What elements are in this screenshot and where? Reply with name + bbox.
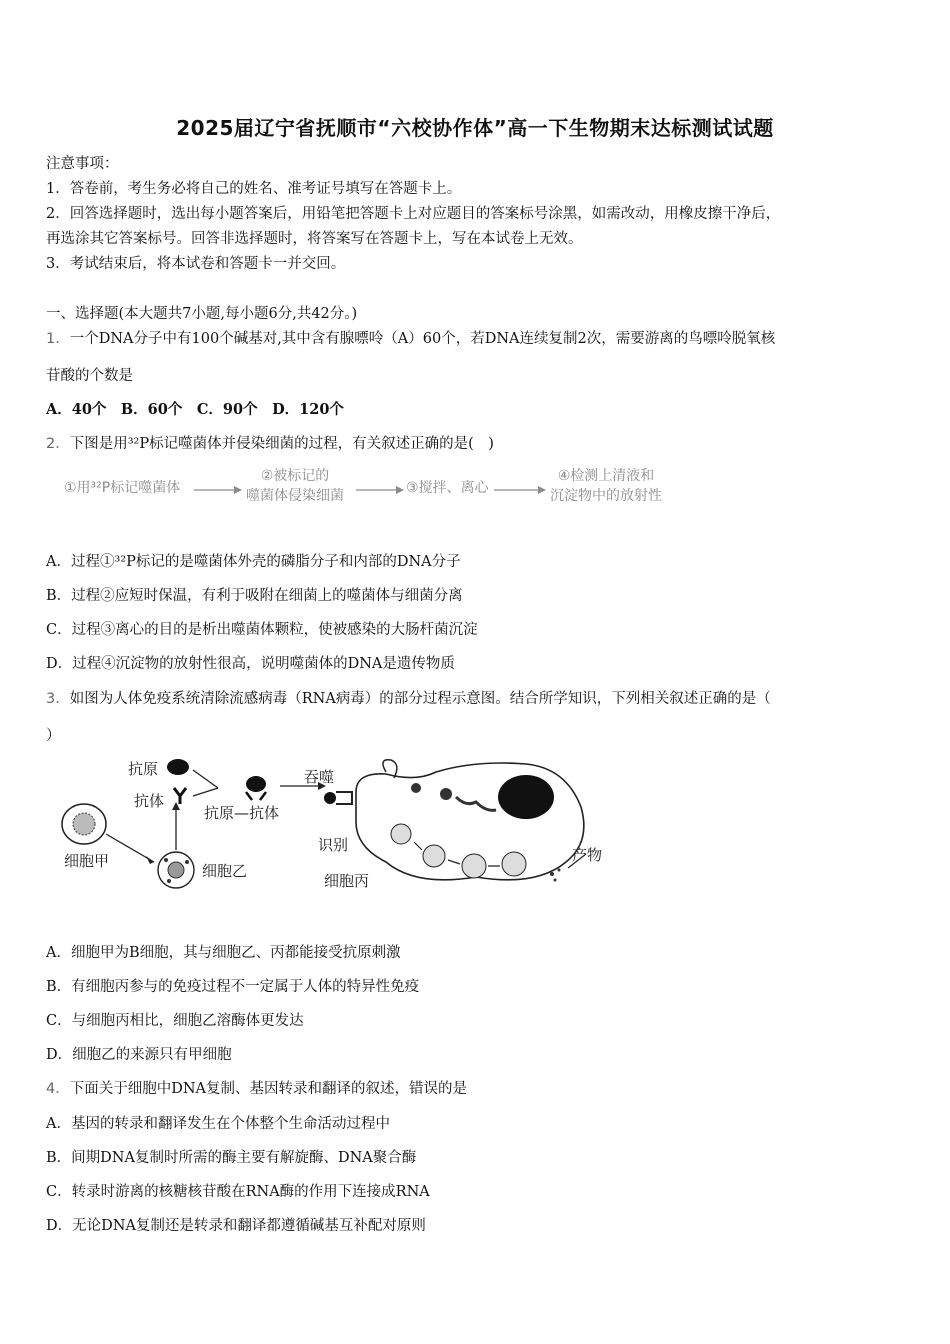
- question-1: [46, 327, 775, 348]
- notice-item-2-cont: 再选涂其它答案标号。回答非选择题时，将答案写在答题卡上，写在本试卷上无效。: [46, 231, 583, 247]
- question-text: 如图为人体免疫系统清除流感病毒（RNA病毒）的部分过程示意图。结合所学知识，下列相关叙述正确的是（: [69, 691, 771, 707]
- question-number: 1．: [46, 331, 70, 347]
- question-2-option-d: D．过程④沉淀物的放射性很高，说明噬菌体的DNA是遗传物质: [46, 656, 455, 672]
- notice-item-2: 2．回答选择题时，选出每小题答案后，用铅笔把答题卡上对应题目的答案标号涂黑，如需改动，用橡皮擦干净后，: [46, 206, 781, 222]
- label-cell-b: 细胞乙: [202, 862, 248, 880]
- cell-b-nucleus: [168, 862, 184, 878]
- question-2-option-a: A．过程①³²P标记的是噬菌体外壳的磷脂分子和内部的DNA分子: [46, 554, 461, 570]
- flow-step-1: ①用³²P标记噬菌体: [64, 480, 181, 496]
- question-3-option-d: D．细胞乙的来源只有甲细胞: [46, 1047, 232, 1063]
- question-text: 一个DNA分子中有100个碱基对,其中含有腺嘌呤（A）60个，若DNA连续复制2次，需要游离的鸟嘌呤脱氧核: [69, 331, 776, 347]
- cell-a-nucleus: [73, 813, 95, 835]
- question-3: [46, 687, 771, 708]
- notice-item-3: 3．考试结束后，将本试卷和答题卡一并交回。: [46, 256, 346, 272]
- question-2: [46, 432, 494, 453]
- page-title: 2025届辽宁省抚顺市“六校协作体”高一下生物期末达标测试试题: [176, 116, 774, 140]
- question-4-option-b: B．间期DNA复制时所需的酶主要有解旋酶、DNA聚合酶: [46, 1150, 417, 1166]
- label-antibody: 抗体: [134, 792, 165, 810]
- arrow-icon: [192, 484, 242, 496]
- question-4-option-c: C．转录时游离的核糖核苷酸在RNA酶的作用下连接成RNA: [46, 1184, 430, 1200]
- flow-step-2: [246, 466, 344, 506]
- label-recognition: 识别: [318, 836, 349, 854]
- flow-step-2-line2: 噬菌体侵染细菌: [246, 488, 344, 504]
- flow-step-4: [550, 466, 662, 506]
- arrow-icon: [354, 484, 404, 496]
- label-product: 产物: [572, 846, 603, 864]
- question-3-option-a: A．细胞甲为B细胞，其与细胞乙、丙都能接受抗原刺激: [46, 945, 401, 961]
- question-2-option-c: C．过程③离心的目的是析出噬菌体颗粒，使被感染的大肠杆菌沉淀: [46, 622, 478, 638]
- question-4-option-a: A．基因的转录和翻译发生在个体整个生命活动过程中: [46, 1116, 390, 1132]
- complex-shape: [246, 776, 266, 792]
- question-number: 2．: [46, 436, 70, 452]
- flow-step-3: ③搅拌、离心: [406, 480, 489, 496]
- label-cell-c: 细胞丙: [324, 872, 370, 890]
- question-number: 3．: [46, 691, 70, 707]
- question-1-options: A．40个 B．60个 C．90个 D．120个: [46, 401, 344, 418]
- label-phagocytosis: 吞噬: [304, 768, 335, 786]
- flow-step-4-line1: ④检测上清液和: [557, 468, 655, 484]
- antigen-shape: [167, 759, 189, 775]
- nucleus-shape: [498, 775, 554, 819]
- question-text: 下面关于细胞中DNA复制、基因转录和翻译的叙述，错误的是: [69, 1081, 468, 1097]
- flow-step-4-line2: 沉淀物中的放射性: [550, 488, 662, 504]
- question-number: 4．: [46, 1081, 70, 1097]
- section-heading: 一、选择题(本大题共7小题,每小题6分,共42分。): [46, 306, 358, 322]
- phage-experiment-flowchart: [64, 466, 684, 516]
- question-1-cont: 苷酸的个数是: [46, 368, 133, 384]
- label-antigen: 抗原: [128, 760, 159, 778]
- question-3-option-c: C．与细胞丙相比，细胞乙溶酶体更发达: [46, 1013, 304, 1029]
- notice-item-1: 1．答卷前，考生务必将自己的姓名、准考证号填写在答题卡上。: [46, 181, 462, 197]
- question-2-option-b: B．过程②应短时保温，有利于吸附在细菌上的噬菌体与细菌分离: [46, 588, 463, 604]
- label-antigen-antibody: 抗原—抗体: [204, 804, 280, 822]
- question-text: 下图是用³²P标记噬菌体并侵染细菌的过程，有关叙述正确的是( ): [69, 436, 494, 452]
- label-cell-a: 细胞甲: [64, 852, 110, 870]
- question-3-cont: ）: [46, 728, 61, 744]
- question-4-option-d: D．无论DNA复制还是转录和翻译都遵循碱基互补配对原则: [46, 1218, 426, 1234]
- flow-step-2-line1: ②被标记的: [260, 468, 330, 484]
- question-4: [46, 1077, 467, 1098]
- notice-heading: 注意事项：: [46, 156, 119, 172]
- question-3-option-b: B．有细胞丙参与的免疫过程不一定属于人体的特异性免疫: [46, 979, 420, 995]
- arrow-icon: [492, 484, 546, 496]
- immune-process-diagram: [56, 752, 616, 897]
- antibody-shape: [174, 788, 186, 804]
